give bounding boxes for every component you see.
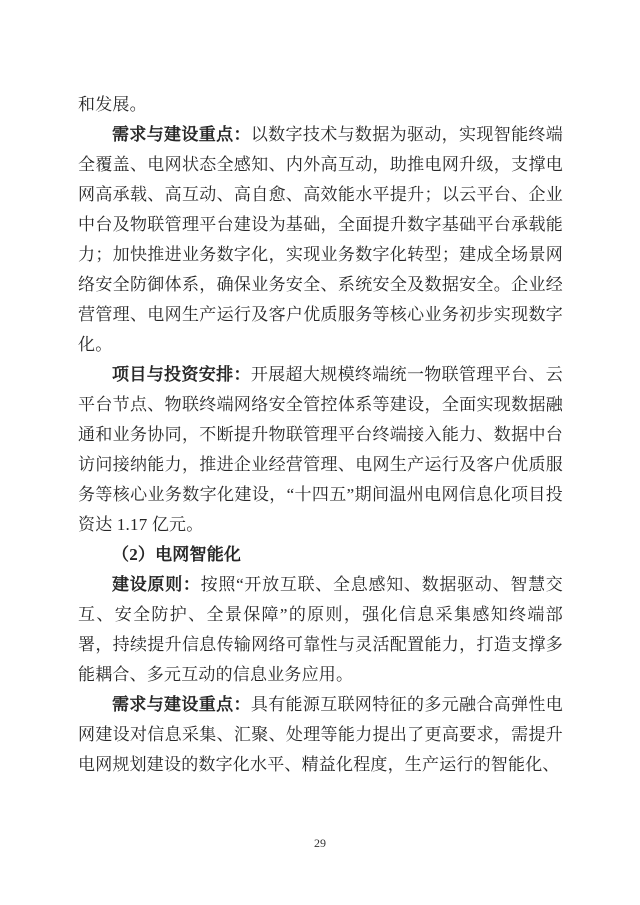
section-heading-text: （2）电网智能化 [112,545,242,564]
paragraph-project-investment [78,360,563,540]
paragraph-text: 和发展。 [78,95,147,114]
section-heading-grid-intelligence [78,540,563,570]
paragraph-construction-principles [78,570,563,690]
document-body [78,90,563,780]
paragraph-demand-key-points-1 [78,120,563,360]
paragraph-text: 具有能源互联网特征的多元融合高弹性电网建设对信息采集、汇聚、处理等能力提出了更高要求，需提升电网规划建设的数字化水平、精益化程度，生产运行的智能化、 [78,695,563,774]
page-footer [0,835,640,851]
paragraph-text: 按照“开放互联、全息感知、数据驱动、智慧交互、安全防护、全景保障”的原则，强化信息采集感知终端部署，持续提升信息传输网络可靠性与灵活配置能力，打造支撑多能耦合、多元互动的信息业务应用。 [78,575,564,684]
paragraph-label: 需求与建设重点： [112,695,251,714]
paragraph-label: 建设原则： [112,575,201,594]
page-number: 29 [314,836,326,850]
paragraph-label: 项目与投资安排： [112,365,251,384]
paragraph-continuation [78,90,563,120]
paragraph-text: 开展超大规模终端统一物联管理平台、云平台节点、物联终端网络安全管控体系等建设，全面实现数据融通和业务协同，不断提升物联管理平台终端接入能力、数据中台访问接纳能力，推进企业经营管理、电网生产运行及客户优质服务等核心业务数字化建设，“十四五”期间温州电网信息化项目投资达 1.17 亿元。 [78,365,563,534]
paragraph-label: 需求与建设重点： [112,125,251,144]
paragraph-text: 以数字技术与数据为驱动，实现智能终端全覆盖、电网状态全感知、内外高互动，助推电网升级，支撑电网高承载、高互动、高自愈、高效能水平提升；以云平台、企业中台及物联管理平台建设为基础，全面提升数字基础平台承载能力；加快推进业务数字化，实现业务数字化转型；建成全场景网络安全防御体系，确保业务安全、系统安全及数据安全。企业经营管理、电网生产运行及客户优质服务等核心业务初步实现数字化。 [78,125,563,354]
paragraph-demand-key-points-2 [78,690,563,780]
